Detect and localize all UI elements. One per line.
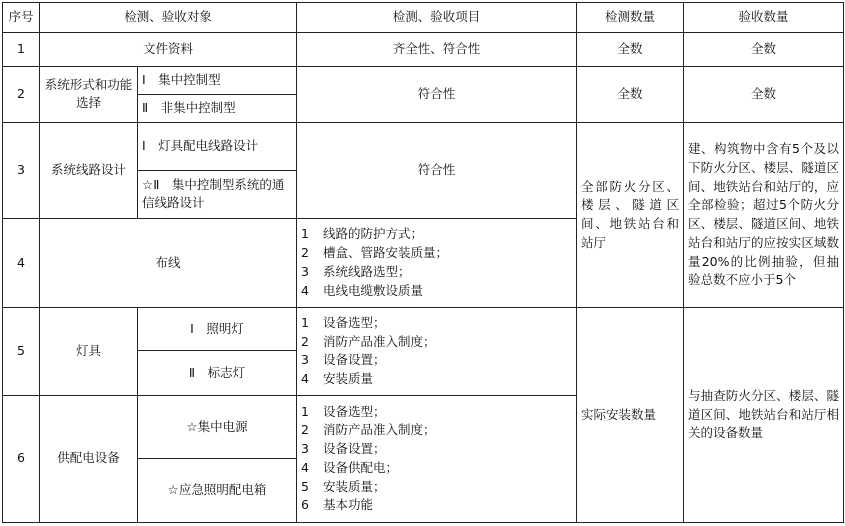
row3-4-detect-qty: 全部防火分区、楼层、隧道区间、地铁站台和站厅 [577,123,684,308]
header-row [3,3,844,33]
inspection-acceptance-table [2,2,844,523]
row2-item: 符合性 [297,66,577,123]
table-row [3,307,844,350]
row4-object: 布线 [40,219,297,308]
list-item: 4 电线电缆敷设质量 [301,282,424,298]
row5-sub1: Ⅰ 照明灯 [138,307,297,350]
list-item: 3 设备设置； [301,352,386,368]
row2-seq: 2 [3,66,40,123]
list-item: 1 线路的防护方式； [301,226,424,242]
row4-item-list [301,225,572,300]
row5-item-list [301,314,572,389]
row6-sub2: ☆应急照明配电箱 [138,459,297,523]
list-item: 6 基本功能 [301,497,374,513]
row2-detect-qty: 全数 [577,66,684,123]
list-item: 5 安装质量； [301,478,386,494]
row5-item [297,307,577,395]
table-row [3,123,844,170]
header-accept-qty: 验收数量 [684,3,844,33]
list-item: 2 消防产品准入制度； [301,333,436,349]
row6-item [297,395,577,522]
row5-object: 灯具 [40,307,138,395]
row3-object: 系统线路设计 [40,123,138,219]
row3-seq: 3 [3,123,40,219]
list-item: 3 系统线路选型； [301,263,411,279]
row2-sub2: Ⅱ 非集中控制型 [138,94,297,122]
header-object: 检测、验收对象 [40,3,297,33]
row3-item: 符合性 [297,123,577,219]
list-item: 3 设备设置； [301,441,386,457]
row1-accept-qty: 全数 [684,33,844,66]
list-item: 4 设备供配电； [301,459,399,475]
row5-6-detect-qty: 实际安装数量 [577,307,684,522]
row2-object: 系统形式和功能选择 [40,66,138,123]
list-item: 2 槽盒、管路安装质量； [301,245,449,261]
table-row [3,66,844,94]
header-detect-qty: 检测数量 [577,3,684,33]
row5-6-accept-qty: 与抽查防火分区、楼层、隧道区间、地铁站台和站厅相关的设备数量 [684,307,844,522]
row6-object: 供配电设备 [40,395,138,522]
row6-item-list [301,403,572,516]
row3-sub2: ☆Ⅱ 集中控制型系统的通信线路设计 [138,170,297,218]
row3-4-accept-qty: 建、构筑物中含有5个及以下防火分区、楼层、隧道区间、地铁站台和站厅的，应全部检验；超过5个防火分区、楼层、隧道区间、地铁站台和站厅的应按实区域数量20%的比例抽验，但抽验总数不应小于5个 [684,123,844,308]
row1-object: 文件资料 [40,33,297,66]
row3-sub1: Ⅰ 灯具配电线路设计 [138,123,297,170]
row4-item [297,219,577,308]
row5-sub2: Ⅱ 标志灯 [138,351,297,395]
row1-seq: 1 [3,33,40,66]
list-item: 1 设备选型； [301,403,386,419]
list-item: 4 安装质量 [301,371,374,387]
list-item: 1 设备选型； [301,314,386,330]
table-row [3,33,844,66]
row2-accept-qty: 全数 [684,66,844,123]
header-item: 检测、验收项目 [297,3,577,33]
row6-seq: 6 [3,395,40,522]
header-seq: 序号 [3,3,40,33]
row1-detect-qty: 全数 [577,33,684,66]
row6-sub1: ☆集中电源 [138,395,297,459]
row2-sub1: Ⅰ 集中控制型 [138,66,297,94]
row1-item: 齐全性、符合性 [297,33,577,66]
list-item: 2 消防产品准入制度； [301,422,436,438]
row4-seq: 4 [3,219,40,308]
row5-seq: 5 [3,307,40,395]
